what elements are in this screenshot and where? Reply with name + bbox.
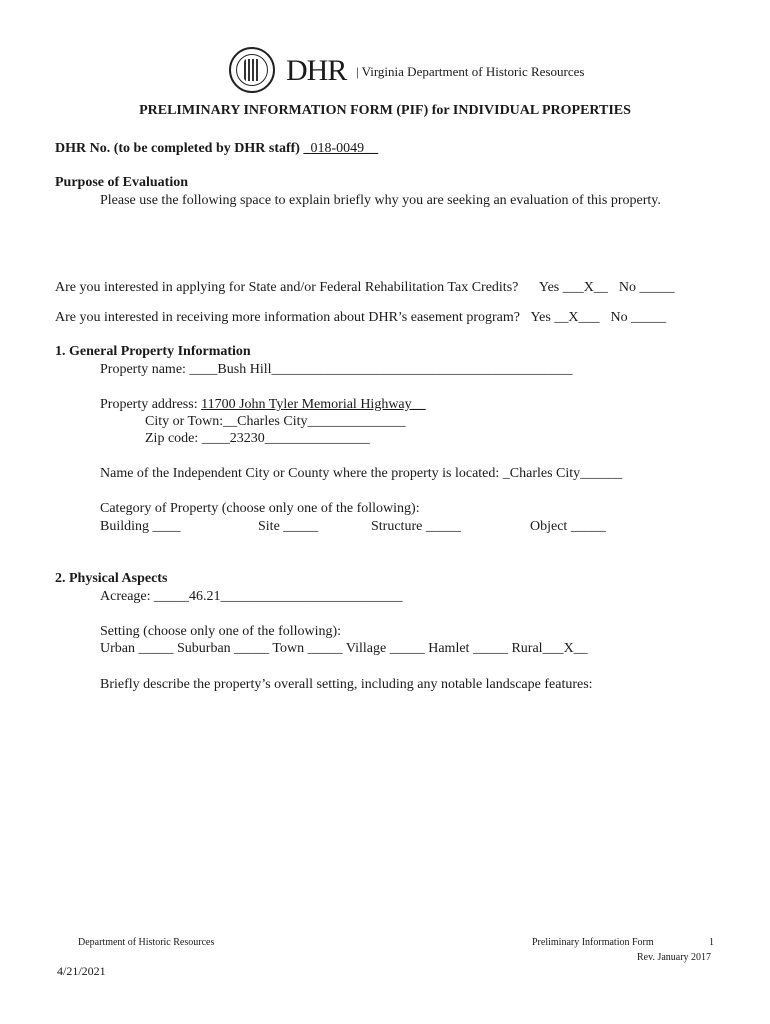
acreage-line [100, 589, 403, 605]
setting-rural-field[interactable]: ___X__ [542, 641, 588, 656]
zip-field[interactable]: ____23230_______________ [201, 431, 370, 446]
acreage-label: Acreage: [100, 589, 151, 604]
setting-options [100, 641, 588, 657]
city-line [145, 414, 406, 430]
purpose-heading: Purpose of Evaluation [55, 175, 189, 190]
setting-hamlet-field[interactable]: _____ [472, 641, 508, 656]
setting-urban-label: Urban [100, 641, 135, 656]
category-option-field[interactable]: ____ [152, 519, 181, 534]
dhr-logo-subtitle: | Virginia Department of Historic Resources [356, 64, 585, 79]
category-object [530, 519, 606, 535]
question-text: Are you interested in receiving more information about DHR’s easement program? [55, 310, 520, 325]
purpose-instruction: Please use the following space to explain briefly why you are seeking an evaluation of this property. [100, 193, 661, 208]
footer-form-name: Preliminary Information Form [532, 937, 654, 948]
county-field[interactable]: _Charles City______ [502, 466, 623, 481]
no-label: No [610, 310, 628, 325]
dhr-number-value[interactable]: _018-0049__ [303, 141, 379, 156]
property-name-field[interactable]: ____Bush Hill___________________________________________ [189, 362, 573, 377]
physical-aspects-heading: 2. Physical Aspects [55, 571, 168, 586]
general-info-heading: 1. General Property Information [55, 344, 251, 359]
setting-urban-field[interactable]: _____ [138, 641, 174, 656]
tax-credit-question [55, 280, 674, 296]
dhr-number-label: DHR No. (to be completed by DHR staff) [55, 141, 300, 156]
county-line [100, 466, 622, 482]
yes-label: Yes [538, 280, 560, 295]
category-building [100, 519, 181, 535]
property-address-field[interactable]: 11700 John Tyler Memorial Highway__ [201, 397, 426, 412]
category-label: Category of Property (choose only one of the following): [100, 501, 420, 516]
zip-line [145, 431, 370, 447]
category-option-field[interactable]: _____ [425, 519, 461, 534]
property-address-label: Property address: [100, 397, 198, 412]
property-address-line [100, 397, 426, 413]
category-option-field[interactable]: _____ [570, 519, 606, 534]
setting-village-label: Village [345, 641, 387, 656]
category-option-label: Object [530, 519, 568, 534]
property-name-line [100, 362, 573, 378]
dhr-logo-text: DHR [286, 54, 347, 87]
category-site [258, 519, 318, 535]
zip-label: Zip code: [145, 431, 199, 446]
footer-revision: Rev. January 2017 [637, 952, 712, 963]
category-option-label: Site [258, 519, 280, 534]
no-field[interactable]: _____ [639, 280, 675, 295]
yes-field[interactable]: ___X__ [562, 280, 608, 295]
yes-label: Yes [530, 310, 551, 325]
setting-suburban-label: Suburban [177, 641, 231, 656]
setting-hamlet-label: Hamlet [428, 641, 470, 656]
setting-label: Setting (choose only one of the following): [100, 624, 342, 639]
setting-town-label: Town [272, 641, 305, 656]
dhr-number-line [55, 141, 378, 157]
category-option-field[interactable]: _____ [283, 519, 319, 534]
setting-suburban-field[interactable]: _____ [234, 641, 270, 656]
question-text: Are you interested in applying for State and/or Federal Rehabilitation Tax Credits? [55, 280, 519, 295]
print-date: 4/21/2021 [57, 964, 106, 978]
virginia-seal-icon [229, 47, 275, 93]
easement-question [55, 310, 666, 326]
footer-department: Department of Historic Resources [78, 937, 215, 948]
city-field[interactable]: __Charles City______________ [223, 414, 406, 429]
category-structure [371, 519, 461, 535]
no-label: No [618, 280, 636, 295]
footer-page-number: 1 [709, 937, 714, 948]
category-option-label: Structure [371, 519, 423, 534]
setting-rural-label: Rural [511, 641, 543, 656]
yes-field[interactable]: __X___ [554, 310, 600, 325]
city-label: City or Town: [145, 414, 224, 429]
form-title: PRELIMINARY INFORMATION FORM (PIF) for INDIVIDUAL PROPERTIES [139, 103, 631, 118]
property-name-label: Property name: [100, 362, 186, 377]
acreage-field[interactable]: _____46.21__________________________ [154, 589, 403, 604]
no-field[interactable]: _____ [631, 310, 667, 325]
category-option-label: Building [100, 519, 150, 534]
setting-description-label: Briefly describe the property’s overall setting, including any notable landscape features: [100, 677, 593, 692]
county-label: Name of the Independent City or County where the property is located: [100, 466, 500, 481]
setting-village-field[interactable]: _____ [389, 641, 425, 656]
setting-town-field[interactable]: _____ [307, 641, 343, 656]
